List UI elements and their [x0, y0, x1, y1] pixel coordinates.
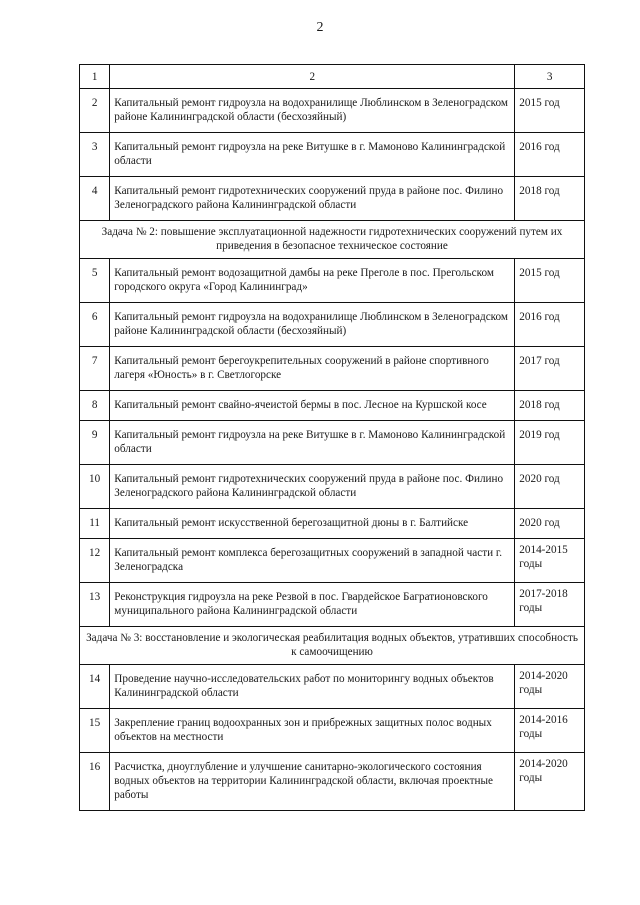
table-body — [80, 65, 585, 811]
table-row — [80, 133, 585, 177]
row-period: 2014-2020 годы — [515, 665, 585, 709]
row-description: Реконструкция гидроузла на реке Резвой в пос. Гвардейское Багратионовского муниципального района Калининградской области — [110, 583, 515, 627]
row-description: Капитальный ремонт гидроузла на реке Витушке в г. Мамоново Калининградской области — [110, 133, 515, 177]
row-description: Капитальный ремонт гидроузла на водохранилище Люблинском в Зеленоградском районе Калининградской области (бесхозяйный) — [110, 303, 515, 347]
row-number: 7 — [80, 347, 110, 391]
row-description: Капитальный ремонт берегоукрепительных сооружений в районе спортивного лагеря «Юность» в г. Светлогорске — [110, 347, 515, 391]
program-table — [79, 64, 585, 811]
table-row — [80, 421, 585, 465]
row-number: 10 — [80, 465, 110, 509]
header-cell-2: 2 — [110, 65, 515, 89]
row-description: Капитальный ремонт гидротехнических сооружений пруда в районе пос. Филино Зеленоградского района Калининградской области — [110, 177, 515, 221]
row-number: 12 — [80, 539, 110, 583]
row-number: 9 — [80, 421, 110, 465]
table-row — [80, 259, 585, 303]
row-period: 2017 год — [515, 347, 585, 391]
row-description: Капитальный ремонт гидроузла на водохранилище Люблинском в Зеленоградском районе Калининградской области (бесхозяйный) — [110, 89, 515, 133]
row-number: 11 — [80, 509, 110, 539]
row-description: Капитальный ремонт искусственной берегозащитной дюны в г. Балтийске — [110, 509, 515, 539]
table-row — [80, 709, 585, 753]
table-header-row — [80, 65, 585, 89]
row-number: 13 — [80, 583, 110, 627]
row-number: 5 — [80, 259, 110, 303]
table-row — [80, 303, 585, 347]
task-heading: Задача № 3: восстановление и экологическая реабилитация водных объектов, утративших способность к самоочищению — [80, 627, 585, 665]
row-period: 2018 год — [515, 177, 585, 221]
table-row — [80, 89, 585, 133]
row-number: 2 — [80, 89, 110, 133]
row-period: 2014-2015 годы — [515, 539, 585, 583]
row-period: 2015 год — [515, 259, 585, 303]
row-number: 8 — [80, 391, 110, 421]
row-period: 2018 год — [515, 391, 585, 421]
table-row — [80, 347, 585, 391]
row-number: 4 — [80, 177, 110, 221]
row-period: 2020 год — [515, 509, 585, 539]
row-period: 2017-2018 годы — [515, 583, 585, 627]
row-description: Капитальный ремонт гидроузла на реке Витушке в г. Мамоново Калининградской области — [110, 421, 515, 465]
table-row — [80, 539, 585, 583]
page-number: 2 — [316, 20, 324, 35]
header-cell-1: 1 — [80, 65, 110, 89]
row-number: 6 — [80, 303, 110, 347]
row-description: Капитальный ремонт комплекса берегозащитных сооружений в западной части г. Зеленоградска — [110, 539, 515, 583]
table-row — [80, 665, 585, 709]
row-description: Проведение научно-исследовательских работ по мониторингу водных объектов Калининградской области — [110, 665, 515, 709]
row-number: 14 — [80, 665, 110, 709]
row-description: Капитальный ремонт свайно-ячеистой бермы в пос. Лесное на Куршской косе — [110, 391, 515, 421]
task-heading-row — [80, 627, 585, 665]
row-description: Капитальный ремонт водозащитной дамбы на реке Преголе в пос. Прегольском городского округа «Город Калининград» — [110, 259, 515, 303]
table-row — [80, 583, 585, 627]
table-row — [80, 509, 585, 539]
row-number: 15 — [80, 709, 110, 753]
row-period: 2014-2020 годы — [515, 753, 585, 811]
table-row — [80, 177, 585, 221]
row-period: 2016 год — [515, 133, 585, 177]
row-period: 2015 год — [515, 89, 585, 133]
row-number: 16 — [80, 753, 110, 811]
header-cell-3: 3 — [515, 65, 585, 89]
table-row — [80, 753, 585, 811]
table-row — [80, 465, 585, 509]
row-period: 2016 год — [515, 303, 585, 347]
row-period: 2014-2016 годы — [515, 709, 585, 753]
row-description: Закрепление границ водоохранных зон и прибрежных защитных полос водных объектов на местности — [110, 709, 515, 753]
row-period: 2019 год — [515, 421, 585, 465]
row-description: Расчистка, дноуглубление и улучшение санитарно-экологического состояния водных объектов на территории Калининградской области, включая проектные работы — [110, 753, 515, 811]
table-row — [80, 391, 585, 421]
task-heading-row — [80, 221, 585, 259]
row-number: 3 — [80, 133, 110, 177]
row-period: 2020 год — [515, 465, 585, 509]
task-heading: Задача № 2: повышение эксплуатационной надежности гидротехнических сооружений путем их приведения в безопасное техническое состояние — [80, 221, 585, 259]
row-description: Капитальный ремонт гидротехнических сооружений пруда в районе пос. Филино Зеленоградского района Калининградской области — [110, 465, 515, 509]
